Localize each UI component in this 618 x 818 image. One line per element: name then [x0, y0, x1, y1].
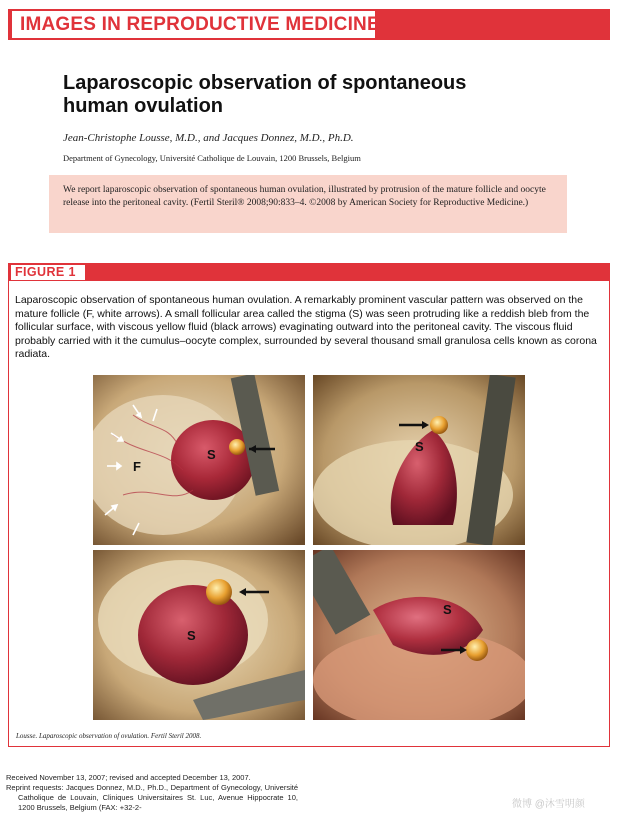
- figure-panel: [8, 263, 610, 747]
- author-list: Jean-Christophe Lousse, M.D., and Jacques Donnez, M.D., Ph.D.: [63, 132, 354, 144]
- affiliation: Department of Gynecology, Université Catholique de Louvain, 1200 Brussels, Belgium: [63, 153, 361, 163]
- abstract-box: [49, 175, 567, 233]
- figure-label: FIGURE 1: [15, 265, 76, 279]
- laparoscopy-photo-2: [313, 375, 525, 545]
- laparoscopy-photo-3: [93, 550, 305, 720]
- photo-1-label-s: S: [207, 447, 216, 462]
- banner-label-box: [12, 11, 380, 38]
- journal-section-banner: [8, 9, 610, 40]
- abstract-text: We report laparoscopic observation of spontaneous human ovulation, illustrated by protrusion of the mature follicle and oocyte release into the peritoneal cavity. (Fertil Steril® 2008;90:833–4. ©2008 by American Society for Reproductive Medicine.): [63, 185, 546, 208]
- received-date: Received November 13, 2007; revised and accepted December 13, 2007.: [6, 773, 251, 782]
- footer-notes: [6, 773, 298, 813]
- figure-label-box: [11, 265, 85, 280]
- laparoscopy-photo-4: [313, 550, 525, 720]
- photo-credit: Lousse. Laparoscopic observation of ovulation. Fertil Steril 2008.: [16, 732, 202, 740]
- photo-4-label-s: S: [443, 602, 452, 617]
- watermark: 微博 @沐雪明颜: [512, 799, 585, 810]
- figure-header: [9, 264, 609, 281]
- photo-1-label-f: F: [133, 459, 141, 474]
- reprint-requests: Reprint requests: Jacques Donnez, M.D., Ph.D., Department of Gynecology, Université Catholique de Louvain, Cliniques Universitaires St. Luc, Avenue Hippocrate 10, 1200 Brussels, Belgium (FAX: +32-2-: [6, 783, 298, 812]
- laparoscopy-photo-1: [93, 375, 305, 545]
- photo-2-label-s: S: [415, 439, 424, 454]
- photo-3-label-s: S: [187, 628, 196, 643]
- article-title: Laparoscopic observation of spontaneous human ovulation: [63, 72, 467, 117]
- section-title: IMAGES IN REPRODUCTIVE MEDICINE: [20, 14, 380, 35]
- figure-caption: Laparoscopic observation of spontaneous human ovulation. A remarkably prominent vascular pattern was observed on the mature follicle (F, white arrows). A small follicular area called the stigma (S) was seen protruding like a reddish bleb from the follicular surface, with viscous yellow fluid (black arrows) evaginating outward into the peritoneal cavity. The viscous fluid probably carried with it the cumulus–oocyte complex, surrounded by several thousand small granulosa cells known as corona radiata.: [15, 294, 597, 360]
